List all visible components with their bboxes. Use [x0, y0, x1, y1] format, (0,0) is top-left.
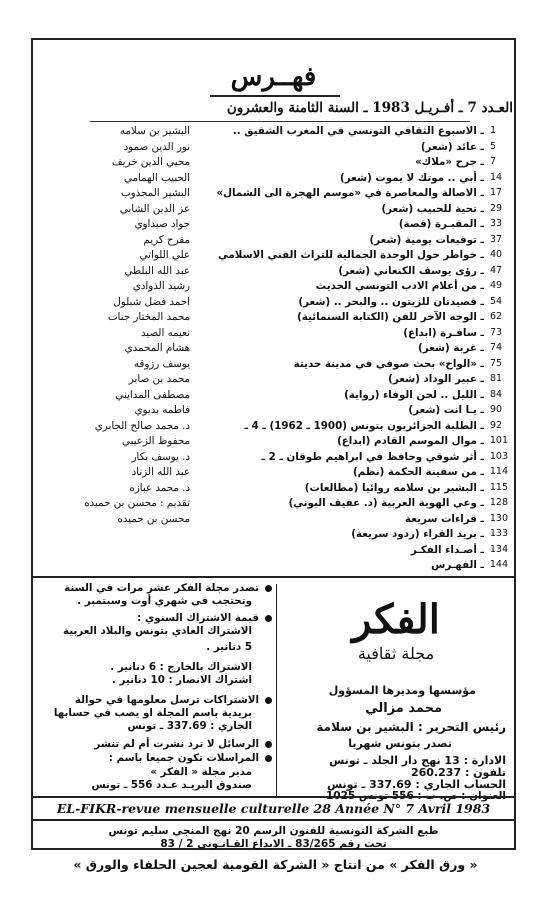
- masthead: [280, 582, 512, 802]
- page-title: فهــرس: [230, 62, 317, 92]
- toc-author: محفوظ الزعيبي: [121, 435, 190, 447]
- toc-author: مفرح كريم: [143, 233, 190, 246]
- toc-entry: [45, 171, 508, 185]
- toc-page-number: 17: [490, 187, 503, 198]
- printer-info: [33, 825, 514, 851]
- toc-entry: [45, 124, 508, 138]
- toc-entry: [45, 248, 508, 262]
- toc-author: د. يوسف بكار: [131, 450, 190, 463]
- toc-author: نعيمه الصيد: [140, 326, 190, 339]
- info-item-correspondence: المراسلات تكون جميعا باسم :: [36, 752, 272, 765]
- toc-author: عبد الله البلطي: [124, 264, 190, 277]
- toc-entry: [45, 372, 508, 386]
- bullet-icon: [265, 697, 272, 704]
- paper-credit: « ورق الفكر » من انتاج « الشركة القومية لعجين الحلفاء والورق »: [73, 857, 478, 872]
- french-title-bar: EL-FIKR-revue mensuelle culturelle 28 Année N° 7 Avril 1983: [33, 796, 514, 821]
- toc-title: ـ تحية للحبيب (شعر): [381, 202, 484, 215]
- toc-author: احمد فضل شبلول: [113, 295, 190, 308]
- bullet-icon: [265, 755, 272, 762]
- toc-page-number: 114: [489, 466, 508, 477]
- toc-entry: [45, 310, 508, 324]
- toc-author: الحبيب الهمامي: [123, 171, 190, 184]
- toc-title: ـ يـا انت (شعر): [408, 404, 484, 416]
- toc-entry: [45, 357, 508, 371]
- toc-author: عز الدين الشابي: [119, 202, 190, 215]
- printer-line: طبع الشركة التونسية للفنون الرسم 20 نهج المنجي سليم تونس: [108, 825, 439, 837]
- info-item-letters: الرسائل لا ترد نشرت أم لم تنشر: [36, 738, 272, 751]
- toc-page-number: 130: [489, 512, 508, 524]
- toc-page-number: 1: [490, 125, 497, 136]
- toc-entry: [45, 481, 508, 495]
- toc-entry: [45, 186, 508, 200]
- toc-page-number: 101: [489, 435, 508, 446]
- toc-page-number: 74: [490, 342, 503, 353]
- toc-title: ـ بريد القراء (ردود سريعة): [351, 528, 484, 540]
- toc-entry: [45, 155, 508, 169]
- toc-author: جواد صيداوي: [134, 218, 190, 230]
- toc-page-number: 29: [490, 202, 503, 214]
- toc-page-number: 47: [490, 264, 503, 276]
- founders-label: مؤسسها ومديرها المسؤول: [328, 684, 476, 697]
- toc-page-number: 5: [490, 140, 497, 152]
- toc-page-number: 37: [490, 233, 503, 245]
- subscription-info: [36, 582, 272, 794]
- toc-title: ـ غربة (شعر): [418, 342, 484, 354]
- toc-page-number: 128: [489, 497, 508, 508]
- toc-title: ـ توقيعات يومية (شعر): [369, 233, 484, 246]
- info-text: الاشتراك بالخارج : 6 دنانير .: [110, 661, 252, 673]
- toc-author: رشيد الذوادي: [132, 280, 190, 292]
- toc-entry: [45, 233, 508, 247]
- toc-entry: [45, 326, 508, 340]
- toc-entry: [45, 419, 508, 433]
- toc-page-number: 49: [490, 280, 503, 291]
- toc-entry: [45, 512, 508, 526]
- toc-entry: [45, 543, 508, 557]
- toc-title: ـ موال الموسم القادم (ابداع): [337, 435, 484, 447]
- toc-entry: [45, 450, 508, 464]
- section-divider: [33, 576, 514, 578]
- toc-author: د. محمد عبازه: [129, 481, 190, 494]
- toc-page-number: 90: [490, 404, 503, 415]
- toc-title: ـ الليل .. لحن الوفاء (رواية): [344, 388, 484, 401]
- toc-page-number: 54: [490, 295, 503, 307]
- info-text: وتحتجب في شهري أوت وسبتمبر .: [77, 595, 252, 607]
- admin-address: الادارة : 13 نهج دار الجلد ـ تونس: [329, 754, 506, 767]
- toc-entry: [45, 202, 508, 216]
- info-text: الجاري : 337.69 ـ تونس: [127, 720, 252, 732]
- table-of-contents: [45, 124, 508, 575]
- toc-author: هشام المحمدي: [124, 342, 190, 354]
- toc-author: البشير بن سلامه: [119, 125, 190, 137]
- toc-author: مصطفى المدايني: [115, 388, 190, 401]
- toc-title: ـ الاسبوع الثقافي التونسي في المغرب الشقيق ..: [232, 125, 484, 137]
- toc-entry: [45, 465, 508, 479]
- toc-author: فاطمه بديوي: [134, 404, 190, 416]
- toc-page-number: 133: [489, 528, 508, 539]
- toc-title: ـ «الواح» بحث صوفي في مدينة حديثة: [293, 357, 484, 370]
- toc-page-number: 81: [490, 373, 503, 384]
- toc-entry: [45, 527, 508, 541]
- magazine-subtitle: مجلة ثقافية: [357, 644, 435, 663]
- toc-entry: [45, 403, 508, 417]
- info-text: الاشتراك العادي بتونس والبلاد العربية: [62, 625, 252, 637]
- info-text: بريدية باسم المجلة او يصب في حسابها: [53, 707, 252, 719]
- bullet-icon: [265, 615, 272, 622]
- toc-title: ـ الوجه الآخر للفن (الكتابة السنمائية): [297, 311, 484, 323]
- column-divider: [276, 584, 277, 796]
- toc-title: ـ أصـداء الفكـر: [410, 543, 484, 556]
- toc-title: ـ المقبـرة (قصة): [398, 218, 484, 230]
- toc-author: محيي الدين خريف: [111, 156, 190, 168]
- toc-entry: [45, 264, 508, 278]
- toc-author: تقديم : محسن بن حميده: [84, 497, 190, 509]
- toc-author: محمد المختار جنات: [107, 311, 190, 323]
- toc-page-number: 134: [489, 543, 508, 555]
- monthly-line: تصدر بتونس شهريا: [348, 737, 452, 750]
- toc-page-number: 115: [489, 481, 508, 493]
- toc-page-number: 84: [490, 388, 503, 400]
- issue-divider: [90, 121, 470, 122]
- director-name: محمد مزالي: [365, 701, 442, 716]
- info-text: مدير مجلة « الفكر »: [150, 766, 252, 778]
- toc-title: ـ رؤى يوسف الكنعاني (شعر): [338, 264, 484, 277]
- toc-title: ـ من سفينة الحكمة (نظم): [352, 466, 484, 478]
- toc-author: د. محمد صالح الجابري: [94, 419, 190, 432]
- phone-line: تلفون : 260.237: [411, 766, 506, 779]
- toc-page-number: 7: [490, 156, 497, 167]
- toc-title: ـ قراءات سريعة: [405, 512, 484, 525]
- magazine-logo: الفكر: [352, 596, 440, 643]
- toc-title: ـ الاصالة والمعاصرة في «موسم الهجرة الى الشمال»: [216, 187, 484, 199]
- toc-author: محمد بن صابر: [128, 373, 190, 385]
- toc-page-number: 40: [490, 249, 503, 260]
- toc-title: ـ أبي .. موتك لا يموت (شعر): [340, 171, 484, 184]
- bullet-icon: [265, 585, 272, 592]
- toc-page-number: 144: [489, 559, 508, 570]
- toc-page-number: 33: [490, 218, 503, 229]
- toc-title: ـ أثر شوقي وحافظ في ابراهيم طوقان ـ 2 ـ: [261, 450, 484, 463]
- info-item-payment: الاشتراكات ترسل معلومها في حوالة: [36, 694, 272, 707]
- toc-author: البشير المجذوب: [120, 187, 190, 199]
- toc-title: ـ الفهـرس: [431, 559, 484, 571]
- toc-title: ـ جرح «ملاك»: [415, 156, 484, 168]
- toc-entry: [45, 217, 508, 231]
- info-text: صندوق البريـد عـدد 556 ـ تونس: [91, 779, 252, 791]
- toc-page-number: 92: [490, 419, 503, 431]
- toc-entry: [45, 558, 508, 572]
- toc-author: نور الدين صمود: [123, 140, 190, 153]
- toc-author: محسن بن حميده: [117, 512, 190, 525]
- toc-title: ـ عبير الوداد (شعر): [388, 373, 484, 385]
- toc-page-number: 14: [490, 171, 503, 183]
- toc-author: عبد الله الزناد: [131, 466, 190, 478]
- toc-title: ـ عائد (شعر): [420, 140, 484, 153]
- toc-title: ـ وعي الهوية العربية (د. عفيف البوني): [288, 497, 484, 509]
- toc-title: ـ الطلبة الجزائريون بتونس (1900 ـ 1962) ـ 4 ـ: [244, 419, 484, 432]
- deposit-line: تحت رقم 83/265 ـ الايداع القـانـوني 2 / 83: [160, 838, 387, 850]
- info-text: 5 دنانير .: [206, 641, 252, 653]
- toc-title: ـ البشير بن سلامه روائيا (مطالعات): [304, 481, 484, 494]
- toc-entry: [45, 434, 508, 448]
- info-item-frequency: تصدر مجلة الفكر عشر مرات في السنة: [36, 582, 272, 595]
- toc-entry: [45, 496, 508, 510]
- info-item-price: قيمة الاشتراك السنوي :: [36, 612, 272, 625]
- toc-title: ـ سافـرة (ابداع): [403, 326, 484, 339]
- toc-title: ـ خواطر حول الوحدة الجمالية للتراث الفني الاسلامي: [217, 249, 484, 261]
- bullet-icon: [265, 741, 272, 748]
- toc-page-number: 103: [489, 450, 508, 462]
- title-underline: [210, 95, 340, 97]
- postal-address: العنوان : ص. ب : 556 تونس 1025: [325, 790, 506, 802]
- editor-line: رئيس التحرير : البشير بن سلامة: [316, 720, 506, 734]
- toc-entry: [45, 295, 508, 309]
- toc-title: ـ من أعلام الادب التونسي الحديث: [315, 280, 484, 292]
- toc-author: يوسف رزوقه: [133, 357, 190, 370]
- toc-entry: [45, 140, 508, 154]
- toc-entry: [45, 388, 508, 402]
- issue-line: العـدد 7 ـ أفـريـل 1983 ـ السنة الثامنة والعشرون: [226, 100, 513, 116]
- toc-page-number: 62: [490, 311, 503, 322]
- account-line: الحساب الجاري : 337.69 ـ تونس: [326, 778, 506, 791]
- toc-page-number: 73: [490, 326, 503, 338]
- toc-author: علي اللواتي: [139, 249, 190, 261]
- toc-entry: [45, 341, 508, 355]
- info-text: اشتراك الانصار : 10 دنانير .: [111, 674, 252, 686]
- toc-entry: [45, 279, 508, 293]
- toc-title: ـ قصيدتان للزيتون .. والبحر .. (شعر): [298, 295, 484, 308]
- toc-page-number: 75: [490, 357, 503, 369]
